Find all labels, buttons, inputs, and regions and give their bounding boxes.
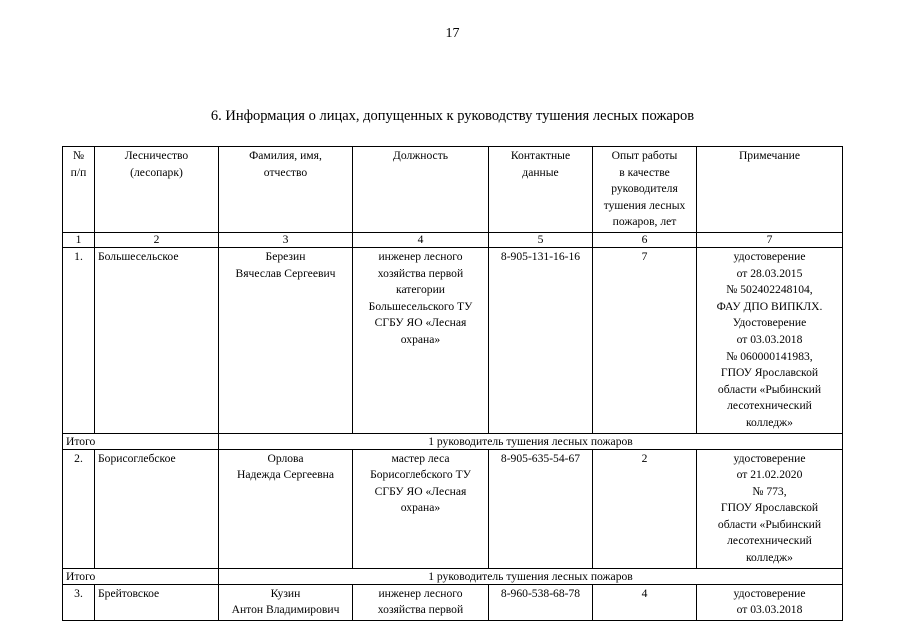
- column-number: 6: [593, 232, 697, 247]
- position-cell: инженер лесного хозяйства первой категории Большесельского ТУ СГБУ ЯО «Лесная охрана»: [353, 247, 489, 433]
- forestry-cell: Брейтовское: [95, 584, 219, 620]
- note-cell: удостоверение от 21.02.2020 № 773, ГПОУ Ярославской области «Рыбинский лесотехнический колледж»: [697, 449, 843, 568]
- row-number: 3.: [63, 584, 95, 620]
- name-cell: Кузин Антон Владимирович: [219, 584, 353, 620]
- contacts-cell: 8-960-538-68-78: [489, 584, 593, 620]
- page-number: 17: [445, 26, 460, 41]
- total-text: 1 руководитель тушения лесных пожаров: [219, 433, 843, 449]
- position-cell: инженер лесного хозяйства первой: [353, 584, 489, 620]
- total-label: Итого: [63, 433, 219, 449]
- note-cell: удостоверение от 03.03.2018: [697, 584, 843, 620]
- table-row: [63, 584, 843, 620]
- column-number: 3: [219, 232, 353, 247]
- table-header-row: [63, 147, 843, 233]
- header-cell-forestry: Лесничество (лесопарк): [95, 147, 219, 233]
- total-label: Итого: [63, 568, 219, 584]
- header-cell-position: Должность: [353, 147, 489, 233]
- note-cell: удостоверение от 28.03.2015 № 502402248104, ФАУ ДПО ВИПКЛХ. Удостоверение от 03.03.2018 № 060000141983, ГПОУ Ярославской области «Рыбинский лесотехнический колледж»: [697, 247, 843, 433]
- header-cell-number: № п/п: [63, 147, 95, 233]
- contacts-cell: 8-905-635-54-67: [489, 449, 593, 568]
- header-cell-name: Фамилия, имя, отчество: [219, 147, 353, 233]
- name-cell: Орлова Надежда Сергеевна: [219, 449, 353, 568]
- column-number: 1: [63, 232, 95, 247]
- column-number: 7: [697, 232, 843, 247]
- row-number: 2.: [63, 449, 95, 568]
- column-number: 2: [95, 232, 219, 247]
- total-row: [63, 433, 843, 449]
- persons-table: [62, 146, 843, 621]
- document-title: 6. Информация о лицах, допущенных к руководству тушения лесных пожаров: [210, 108, 695, 124]
- experience-cell: 2: [593, 449, 697, 568]
- total-text: 1 руководитель тушения лесных пожаров: [219, 568, 843, 584]
- table-row: [63, 247, 843, 433]
- total-row: [63, 568, 843, 584]
- name-cell: Березин Вячеслав Сергеевич: [219, 247, 353, 433]
- position-cell: мастер леса Борисоглебского ТУ СГБУ ЯО «Лесная охрана»: [353, 449, 489, 568]
- forestry-cell: Борисоглебское: [95, 449, 219, 568]
- table-row: [63, 449, 843, 568]
- header-cell-note: Примечание: [697, 147, 843, 233]
- column-number: 5: [489, 232, 593, 247]
- experience-cell: 4: [593, 584, 697, 620]
- forestry-cell: Большесельское: [95, 247, 219, 433]
- column-number-row: [63, 232, 843, 247]
- contacts-cell: 8-905-131-16-16: [489, 247, 593, 433]
- header-cell-experience: Опыт работы в качестве руководителя тушения лесных пожаров, лет: [593, 147, 697, 233]
- experience-cell: 7: [593, 247, 697, 433]
- column-number: 4: [353, 232, 489, 247]
- header-cell-contacts: Контактные данные: [489, 147, 593, 233]
- row-number: 1.: [63, 247, 95, 433]
